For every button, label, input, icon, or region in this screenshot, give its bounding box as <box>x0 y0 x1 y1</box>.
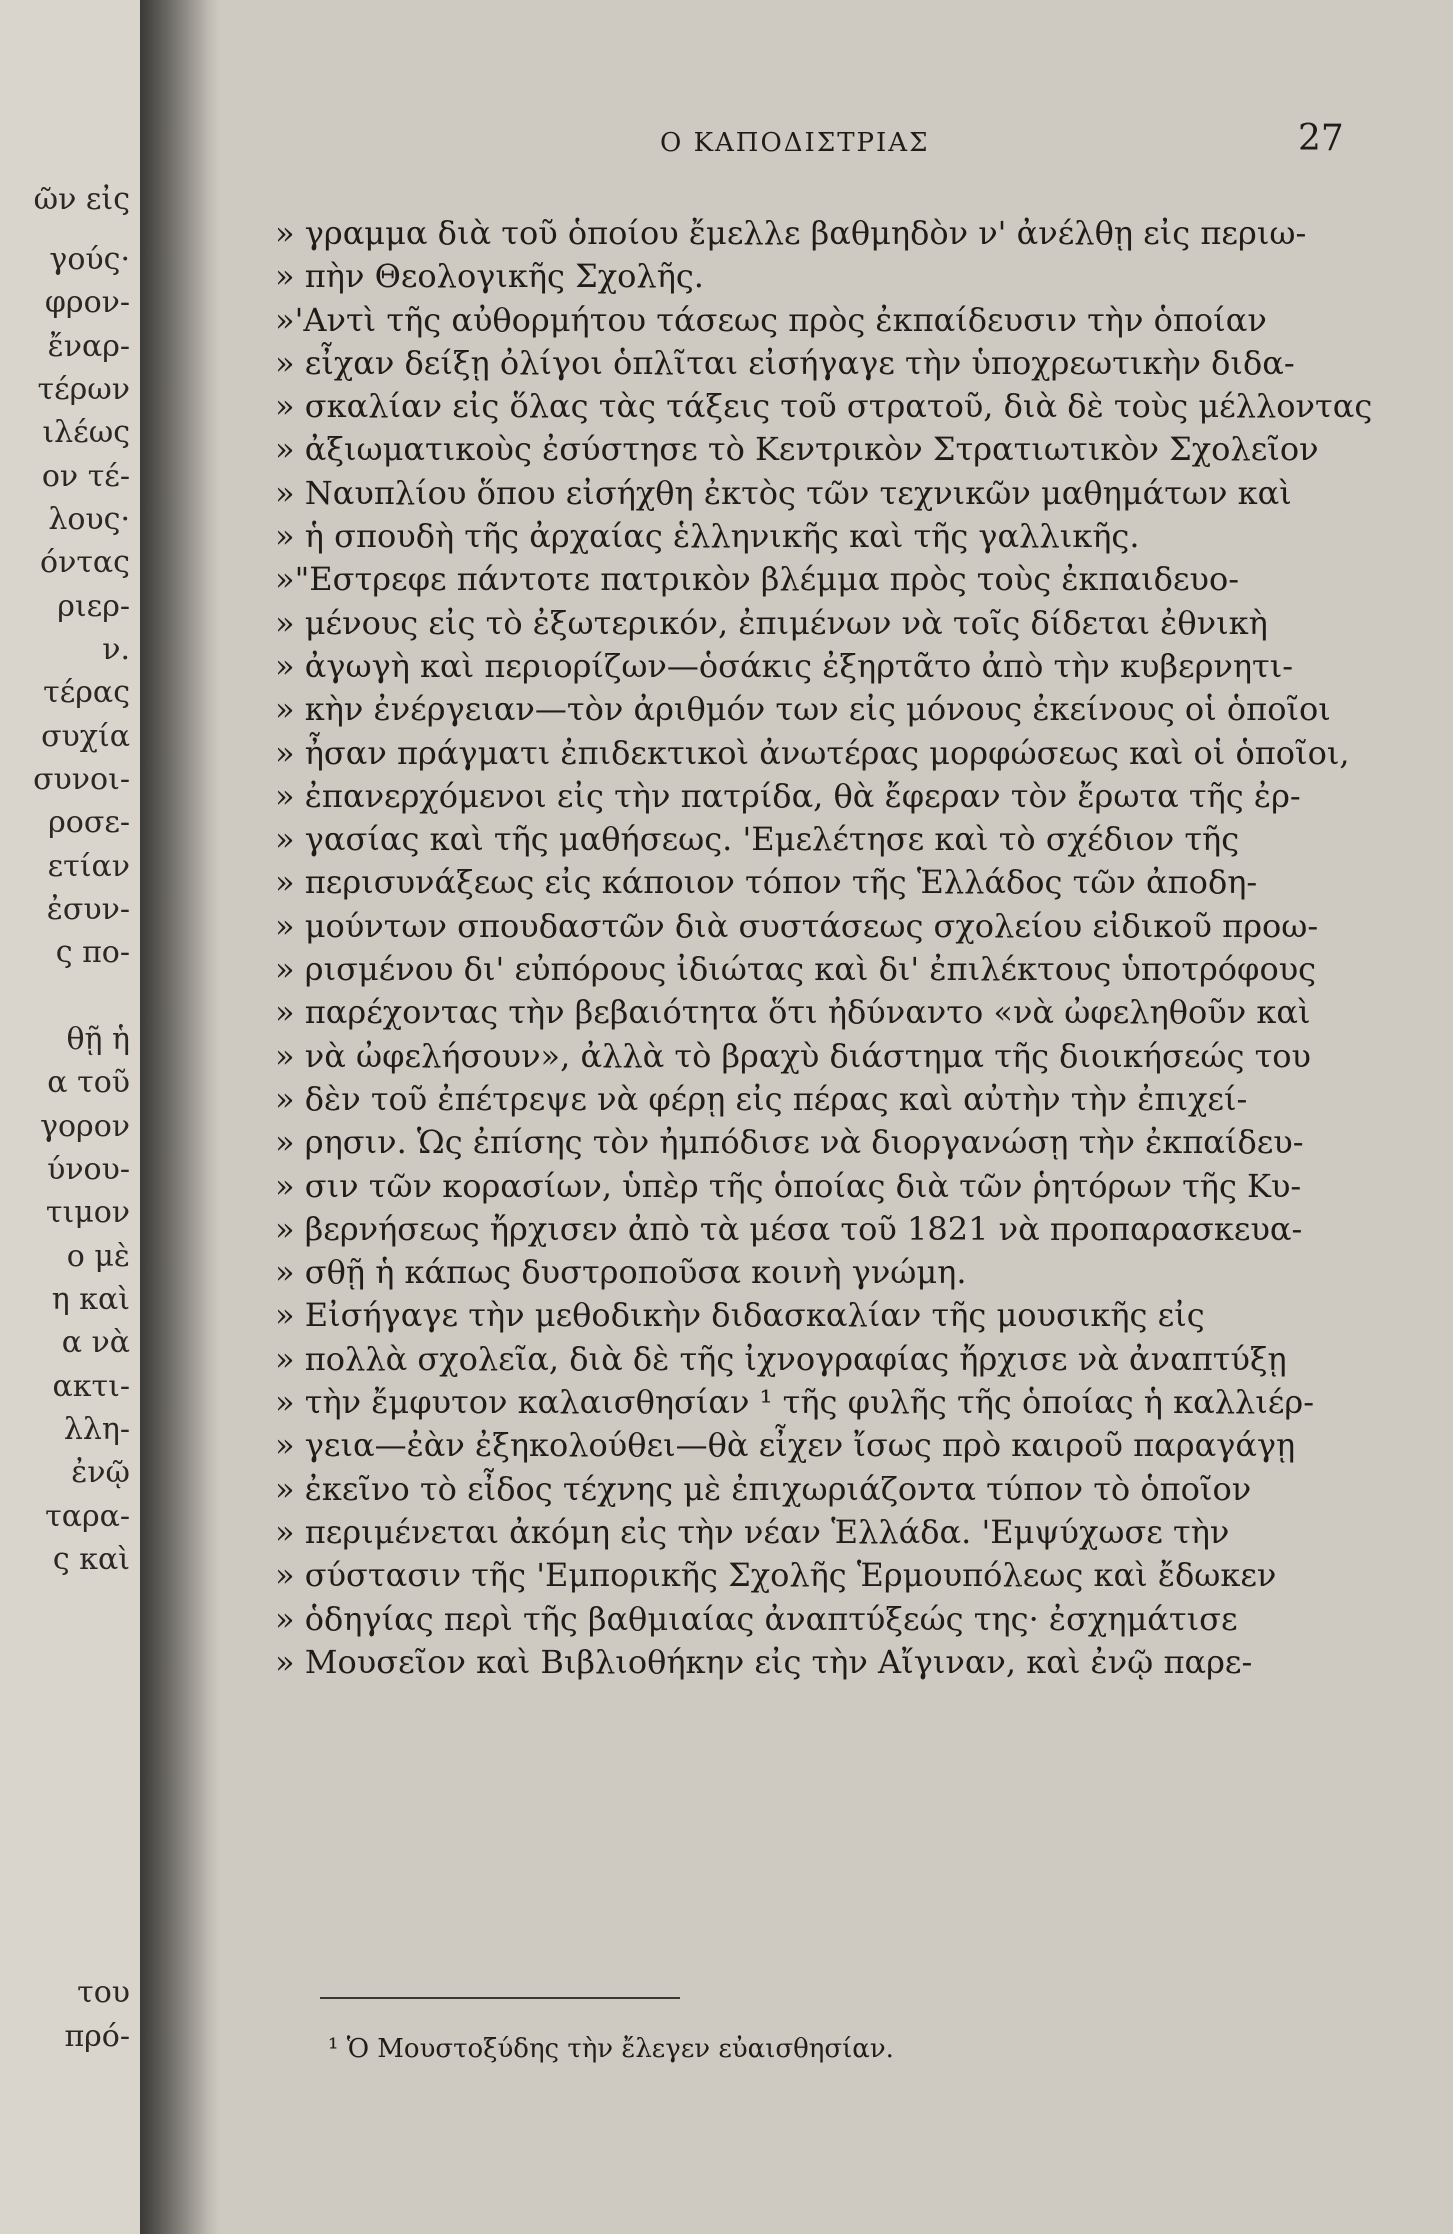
text-line: » ἐκεῖνο τὸ εἶδος τέχνης μὲ ἐπιχωριάζοντα τύπον τὸ ὁποῖον <box>275 1469 1252 1508</box>
fragment-line: η καὶ <box>51 1282 130 1317</box>
fragment-line: ς καὶ <box>52 1542 130 1577</box>
text-line: » γεια—ἐὰν ἐξηκολούθει—θὰ εἶχεν ἴσως πρὸ καιροῦ παραγάγῃ <box>275 1426 1296 1465</box>
text-line: » πὴν Θεολογικῆς Σχολῆς. <box>275 257 704 296</box>
text-line: » γασίας καὶ τῆς μαθήσεως. 'Εμελέτησε καὶ τὸ σχέδιον τῆς <box>275 820 1240 859</box>
footnote-divider <box>320 1997 680 1999</box>
fragment-line: πρό- <box>64 2019 130 2054</box>
fragment-line: τέρας <box>43 675 130 710</box>
text-line: » Ναυπλίου ὅπου εἰσήχθη ἐκτὸς τῶν τεχνικῶν μαθημάτων καὶ <box>275 473 1292 512</box>
text-line: »'Αντὶ τῆς αὐθορμήτου τάσεως πρὸς ἐκπαίδευσιν τὴν ὁποίαν <box>275 300 1267 339</box>
text-line: » περισυνάξεως εἰς κάποιον τόπον τῆς Ἑλλάδος τῶν ἀποδη- <box>275 863 1258 902</box>
text-line: » περιμένεται ἀκόμη εἰς τὴν νέαν Ἑλλάδα. 'Εμψύχωσε τὴν <box>275 1512 1230 1551</box>
text-line: »"Εστρεφε πάντοτε πατρικὸν βλέμμα πρὸς τοὺς ἐκπαιδευο- <box>275 560 1240 599</box>
running-title: Ο ΚΑΠΟΔΙΣΤΡΙΑΣ <box>660 128 930 158</box>
text-line: » γραμμα διὰ τοῦ ὁποίου ἔμελλε βαθμηδὸν ν' ἀνέλθῃ εἰς περιω- <box>275 214 1307 252</box>
text-line: » ἦσαν πράγματι ἐπιδεκτικοὶ ἀνωτέρας μορφώσεως καὶ οἱ ὁποῖοι, <box>275 733 1350 772</box>
text-line: » νὰ ὠφελήσουν», ἀλλὰ τὸ βραχὺ διάστημα τῆς διοικήσεώς του <box>275 1036 1311 1075</box>
text-line: » ἡ σπουδὴ τῆς ἀρχαίας ἑλληνικῆς καὶ τῆς γαλλικῆς. <box>275 517 1140 556</box>
fragment-line: ν. <box>102 632 130 667</box>
text-line: » εἶχαν δείξῃ ὀλίγοι ὁπλῖται εἰσήγαγε τὴν ὑποχρεωτικὴν διδα- <box>275 343 1295 382</box>
fragment-line: ον τέ- <box>41 459 130 494</box>
fragment-line: φρον- <box>44 285 130 320</box>
fragment-line: ἐσυν- <box>46 892 130 927</box>
text-line: » σκαλίαν εἰς ὅλας τὰς τάξεις τοῦ στρατοῦ, διὰ δὲ τοὺς μέλλοντας <box>275 387 1373 426</box>
text-line: » δὲν τοῦ ἐπέτρεψε νὰ φέρῃ εἰς πέρας καὶ αὐτὴν τὴν ἐπιχεί- <box>275 1079 1248 1118</box>
fragment-line: του <box>77 1975 130 2010</box>
text-line: » Εἰσήγαγε τὴν μεθοδικὴν διδασκαλίαν τῆς μουσικῆς εἰς <box>275 1296 1205 1335</box>
text-line: » μένους εἰς τὸ ἐξωτερικόν, ἐπιμένων νὰ τοῖς δίδεται ἐθνικὴ <box>275 603 1268 642</box>
fragment-line: ριερ- <box>57 589 130 624</box>
text-line: » σύστασιν τῆς 'Εμπορικῆς Σχολῆς Ἑρμουπόλεως καὶ ἔδωκεν <box>275 1556 1277 1595</box>
fragment-line: τιμον <box>45 1195 130 1230</box>
fragment-line: λλη- <box>63 1412 130 1447</box>
adjacent-page-fragment <box>0 0 140 2234</box>
page-header <box>220 118 1453 168</box>
text-line: » ἀγωγὴ καὶ περιορίζων—ὁσάκις ἐξηρτᾶτο ἀπὸ τὴν κυβερνητι- <box>275 646 1294 685</box>
text-line: » σιν τῶν κορασίων, ὑπὲρ τῆς ὁποίας διὰ τῶν ῥητόρων τῆς Κυ- <box>275 1166 1302 1205</box>
fragment-line: ετίαν <box>47 849 130 884</box>
footnote: ¹ Ὁ Μουστοξύδης τὴν ἔλεγεν εὐαισθησίαν. <box>328 2034 894 2064</box>
text-line: » ἐπανερχόμενοι εἰς τὴν πατρίδα, θὰ ἔφεραν τὸν ἔρωτα τῆς ἐρ- <box>275 776 1301 815</box>
text-line: » βερνήσεως ἤρχισεν ἀπὸ τὰ μέσα τοῦ 1821 νὰ προπαρασκευα- <box>275 1209 1303 1248</box>
fragment-line: ο μὲ <box>66 1239 130 1274</box>
fragment-line: όντας <box>40 545 130 580</box>
fragment-line: λους· <box>48 502 130 537</box>
book-page <box>220 0 1453 2234</box>
fragment-line: συνοι- <box>33 762 130 797</box>
text-line: » κὴν ἐνέργειαν—τὸν ἀριθμόν των εἰς μόνους ἐκείνους οἱ ὁποῖοι <box>275 690 1331 729</box>
fragment-line: συχία <box>41 719 130 754</box>
text-line: » ρησιν. Ὡς ἐπίσης τὸν ἠμπόδισε νὰ διοργανώσῃ τὴν ἐκπαίδευ- <box>275 1123 1304 1162</box>
fragment-line: τέρων <box>37 372 130 407</box>
book-gutter <box>140 0 220 2234</box>
text-line: » μούντων σπουδαστῶν διὰ συστάσεως σχολείου εἰδικοῦ προω- <box>275 906 1319 945</box>
text-line: » ἀξιωματικοὺς ἐσύστησε τὸ Κεντρικὸν Στρατιωτικὸν Σχολεῖον <box>275 430 1319 469</box>
fragment-line: ροσε- <box>48 805 130 840</box>
fragment-line: α νὰ <box>61 1325 130 1360</box>
page-number: 27 <box>1298 118 1344 159</box>
text-line: » ρισμένου δι' εὐπόρους ἰδιώτας καὶ δι' ἐπιλέκτους ὑποτρόφους <box>275 950 1317 989</box>
fragment-line: ταρα- <box>45 1499 130 1534</box>
text-line: » πολλὰ σχολεῖα, διὰ δὲ τῆς ἰχνογραφίας ἤρχισε νὰ ἀναπτύξῃ <box>275 1339 1287 1378</box>
fragment-line: γορον <box>40 1109 130 1144</box>
fragment-line: ς πο- <box>55 935 130 970</box>
fragment-line: γούς· <box>49 242 130 277</box>
fragment-line: α τοῦ <box>47 1065 130 1100</box>
text-line: » ὁδηγίας περὶ τῆς βαθμιαίας ἀναπτύξεώς της· ἐσχημάτισε <box>275 1599 1238 1638</box>
fragment-line: θῇ ἡ <box>66 1022 130 1057</box>
fragment-line: ῶν εἰς <box>33 182 130 217</box>
text-line: » τὴν ἔμφυτον καλαισθησίαν ¹ τῆς φυλῆς τῆς ὁποίας ἡ καλλιέρ- <box>275 1383 1315 1422</box>
fragment-line: ἐνῷ <box>71 1455 130 1490</box>
text-line: » Μουσεῖον καὶ Βιβλιοθήκην εἰς τὴν Αἴγιναν, καὶ ἐνῷ παρε- <box>275 1642 1253 1681</box>
fragment-line: ιλέως <box>42 415 130 450</box>
fragment-line: ύνου- <box>47 1152 130 1187</box>
body-text <box>275 212 1385 1684</box>
text-line: » σθῇ ἡ κάπως δυστροποῦσα κοινὴ γνώμη. <box>275 1253 967 1292</box>
fragment-line: ἔναρ- <box>47 329 130 364</box>
fragment-line: ακτι- <box>52 1369 130 1404</box>
text-line: » παρέχοντας τὴν βεβαιότητα ὅτι ἠδύναντο «νὰ ὠφεληθοῦν καὶ <box>275 993 1311 1032</box>
